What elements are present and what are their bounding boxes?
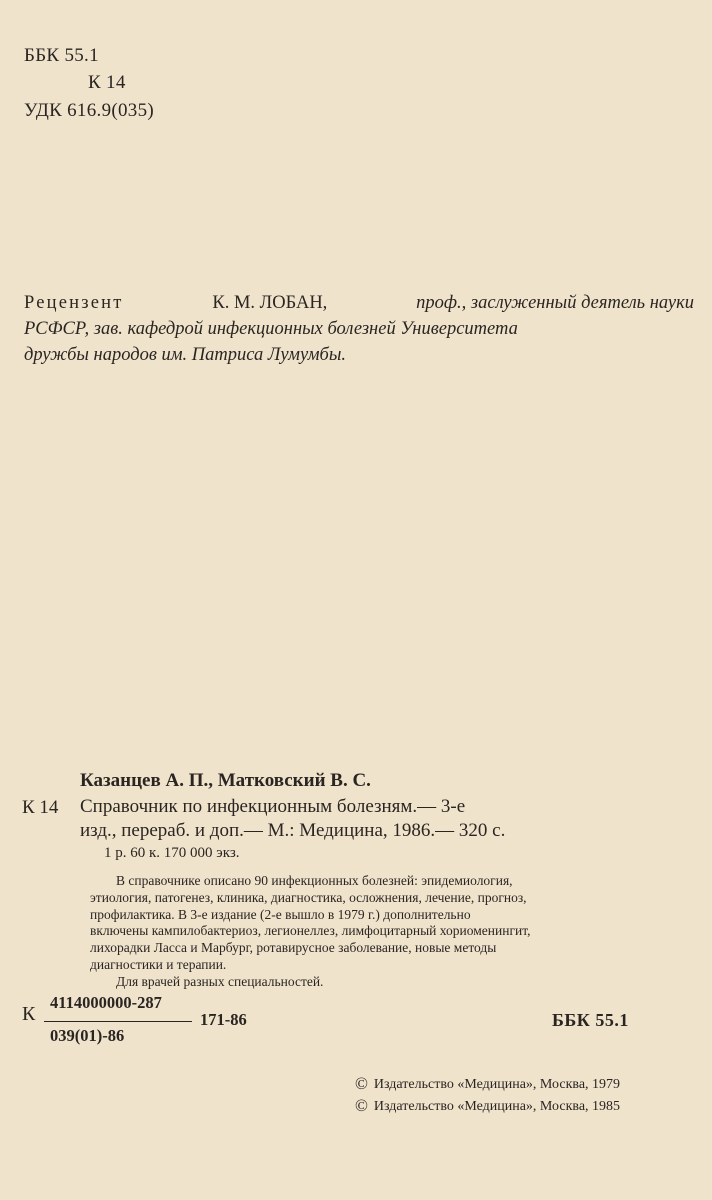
price-line: 1 р. 60 к. 170 000 экз. bbox=[104, 845, 240, 861]
annotation-line: В справочнике описано 90 инфекционных болезней: эпидемиология, bbox=[116, 873, 513, 888]
annotation-line: профилактика. В 3-е издание (2-е вышло в 1979 г.) дополнительно bbox=[90, 906, 471, 922]
authors: Казанцев А. П., Матковский В. С. bbox=[80, 770, 371, 791]
annotation-line: этиология, патогенез, клиника, диагностика, осложнения, лечение, прогноз, bbox=[90, 889, 527, 905]
code-letter: К bbox=[22, 1003, 36, 1025]
code-numerator: 4114000000-287 bbox=[50, 993, 162, 1012]
annotation-audience: Для врачей разных специальностей. bbox=[116, 973, 324, 989]
copyright-line bbox=[355, 1074, 620, 1094]
author-mark: К 14 bbox=[88, 72, 126, 93]
reviewer-label: Рецензент bbox=[24, 293, 124, 313]
bib-title-text-1: Справочник по инфекционным болезням.— 3-е bbox=[80, 796, 466, 817]
code-right: 171-86 bbox=[200, 1010, 247, 1029]
copyright-symbol: © bbox=[355, 1096, 368, 1115]
reviewer-line-3: дружбы народов им. Патриса Лумумбы. bbox=[24, 345, 346, 365]
copyright-line bbox=[355, 1096, 620, 1116]
annotation bbox=[90, 873, 645, 991]
annotation-line: включены кампилобактериоз, легионеллез, лимфоцитарный хориоменингит, bbox=[90, 923, 531, 939]
bib-title-line-2: изд., перераб. и доп.— М.: Медицина, 1986.— 320 с. bbox=[80, 820, 506, 841]
code-denominator: 039(01)-86 bbox=[50, 1026, 125, 1045]
copyright-text: Издательство «Медицина», Москва, 1985 bbox=[373, 1099, 621, 1114]
copyright-symbol: © bbox=[355, 1074, 368, 1093]
bib-author-mark: К 14 bbox=[22, 797, 59, 818]
reviewer-block bbox=[24, 290, 694, 368]
reviewer-name: К. М. ЛОБАН, bbox=[212, 293, 328, 313]
bib-description bbox=[80, 795, 635, 843]
reviewer-title: проф., заслуженный деятель науки bbox=[416, 293, 694, 313]
copyright-text: Издательство «Медицина», Москва, 1979 bbox=[373, 1077, 621, 1092]
reviewer-line-2: РСФСР, зав. кафедрой инфекционных болезней Университета bbox=[24, 319, 518, 339]
bbk-footer: ББК 55.1 bbox=[552, 1010, 629, 1030]
annotation-line: лихорадки Ласса и Марбург, ротавирусное заболевание, новые методы bbox=[90, 940, 497, 956]
udk-code: УДК 616.9(035) bbox=[24, 100, 155, 121]
code-fraction-rule bbox=[44, 1021, 192, 1022]
bib-title-line-1 bbox=[80, 795, 635, 819]
bbk-code: ББК 55.1 bbox=[24, 45, 99, 66]
annotation-line: диагностики и терапии. bbox=[90, 956, 227, 972]
